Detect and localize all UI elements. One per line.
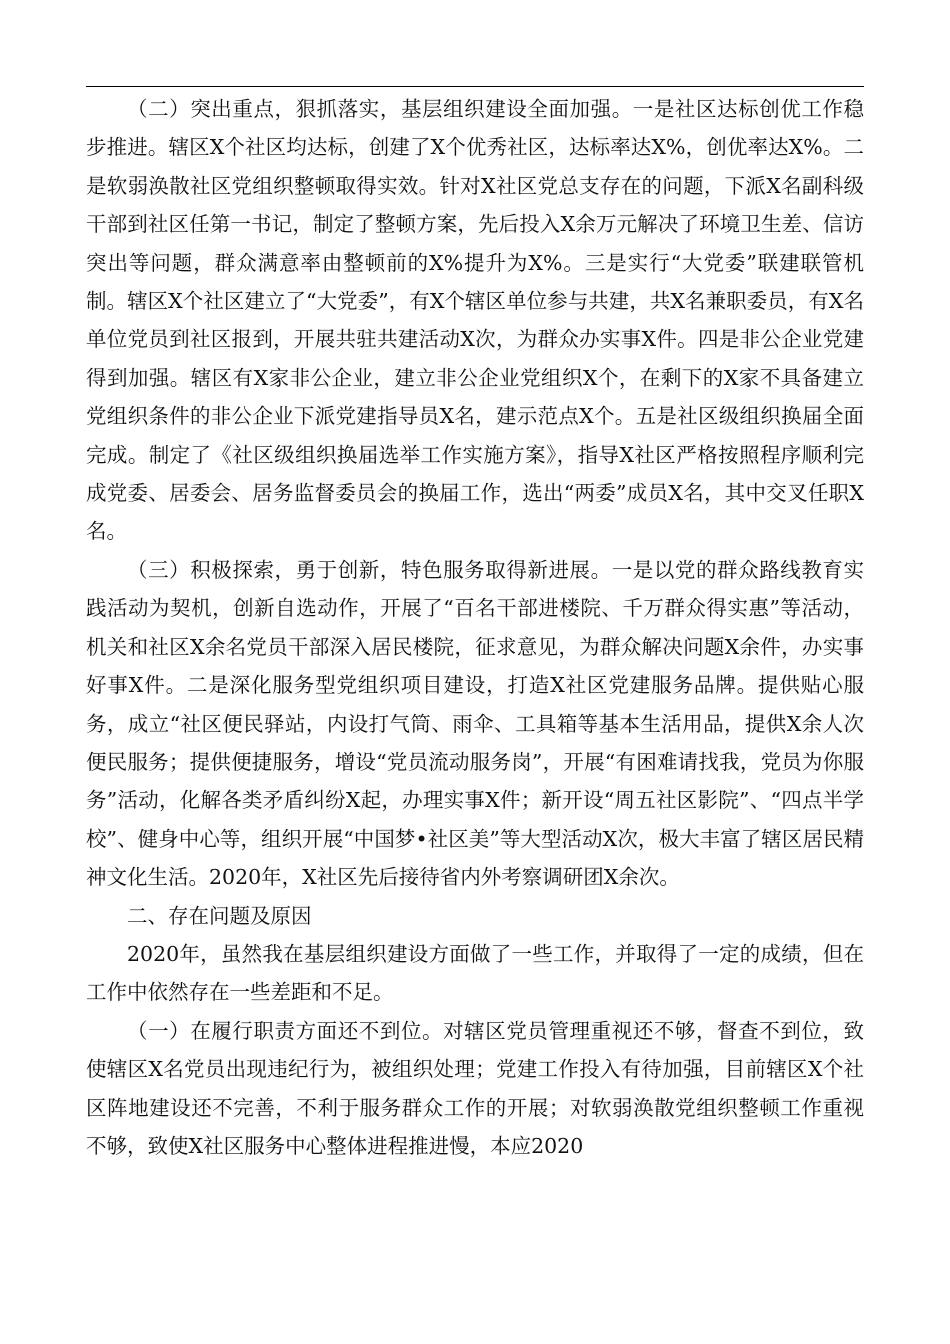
document-body: [86, 90, 864, 1165]
paragraph-problems-intro: 2020年，虽然我在基层组织建设方面做了一些工作，并取得了一定的成绩，但在工作中依然存在一些差距和不足。: [86, 941, 864, 1005]
header-rule: [86, 86, 864, 87]
paragraph-duty-shortcomings: （一）在履行职责方面还不到位。对辖区党员管理重视还不够，督查不到位，致使辖区X名党员出现违纪行为，被组织处理；党建工作投入有待加强，目前辖区X个社区阵地建设还不完善，不利于服务群众工作的开展；对软弱涣散党组织整顿工作重视不够，致使X社区服务中心整体进程推进慢，本应2020: [86, 1018, 864, 1158]
section-heading-problems: 二、存在问题及原因: [127, 903, 312, 928]
paragraph-grassroots-organization: （二）突出重点，狠抓落实，基层组织建设全面加强。一是社区达标创优工作稳步推进。辖区X个社区均达标，创建了X个优秀社区，达标率达X%，创优率达X%。二是软弱涣散社区党组织整顿取得实效。针对X社区党总支存在的问题，下派X名副科级干部到社区任第一书记，制定了整顿方案，先后投入X余万元解决了环境卫生差、信访突出等问题，群众满意率由整顿前的X%提升为X%。三是实行“大党委”联建联管机制。辖区X个社区建立了“大党委”，有X个辖区单位参与共建，共X名兼职委员，有X名单位党员到社区报到，开展共驻共建活动X次，为群众办实事X件。四是非公企业党建得到加强。辖区有X家非公企业，建立非公企业党组织X个，在剩下的X家不具备建立党组织条件的非公企业下派党建指导员X名，建示范点X个。五是社区级组织换届全面完成。制定了《社区级组织换届选举工作实施方案》，指导X社区严格按照程序顺利完成党委、居委会、居务监督委员会的换届工作，选出“两委”成员X名，其中交叉任职X名。: [86, 97, 864, 544]
paragraph-characteristic-services: （三）积极探索，勇于创新，特色服务取得新进展。一是以党的群众路线教育实践活动为契机，创新自选动作，开展了“百名干部进楼院、千万群众得实惠”等活动，机关和社区X余名党员干部深入居民楼院，征求意见，为群众解决问题X余件，办实事好事X件。二是深化服务型党组织项目建设，打造X社区党建服务品牌。提供贴心服务，成立“社区便民驿站，内设打气筒、雨伞、工具箱等基本生活用品，提供X余人次便民服务；提供便捷服务，增设“党员流动服务岗”，开展“有困难请找我，党员为你服务”活动，化解各类矛盾纠纷X起，办理实事X件；新开设“周五社区影院”、“四点半学校”、健身中心等，组织开展“中国梦•社区美”等大型活动X次，极大丰富了辖区居民精神文化生活。2020年，X社区先后接待省内外考察调研团X余次。: [86, 557, 864, 890]
